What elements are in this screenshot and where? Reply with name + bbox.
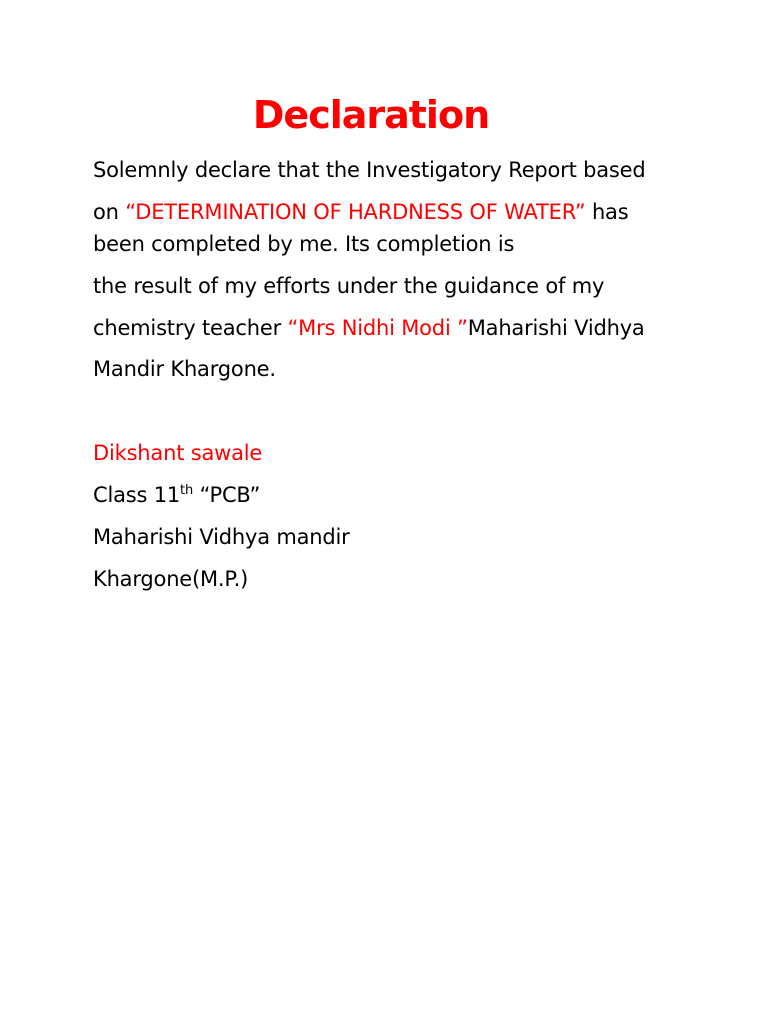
declaration-text: Maharishi Vidhya (467, 316, 645, 340)
class-label: Class 11 (93, 483, 181, 507)
school-location: Khargone(M.P.) (93, 567, 249, 591)
class-ordinal-suffix: th (180, 483, 193, 498)
declaration-line-1 (93, 157, 646, 183)
declaration-text: Mandir Khargone. (93, 357, 276, 381)
class-stream: “PCB” (192, 483, 261, 507)
declaration-line-3 (93, 231, 514, 257)
page-title: Declaration (252, 93, 490, 137)
school-name: Maharishi Vidhya mandir (93, 525, 350, 549)
declaration-line-2 (93, 199, 628, 225)
declaration-text: chemistry teacher (93, 316, 288, 340)
student-name: Dikshant sawale (93, 441, 263, 465)
declaration-text: on (93, 200, 126, 224)
teacher-name-highlight: “Mrs Nidhi Modi ” (287, 316, 468, 340)
declaration-line-5 (93, 315, 645, 341)
student-class (93, 482, 260, 508)
declaration-text: been completed by me. Its completion is (93, 232, 515, 256)
declaration-line-6 (93, 356, 276, 382)
declaration-line-4 (93, 273, 604, 299)
declaration-text: has (585, 200, 629, 224)
declaration-text: Solemnly declare that the Investigatory Report based (93, 158, 646, 182)
declaration-text: the result of my efforts under the guidance of my (93, 274, 605, 298)
project-title-highlight: “DETERMINATION OF HARDNESS OF WATER” (125, 200, 586, 224)
